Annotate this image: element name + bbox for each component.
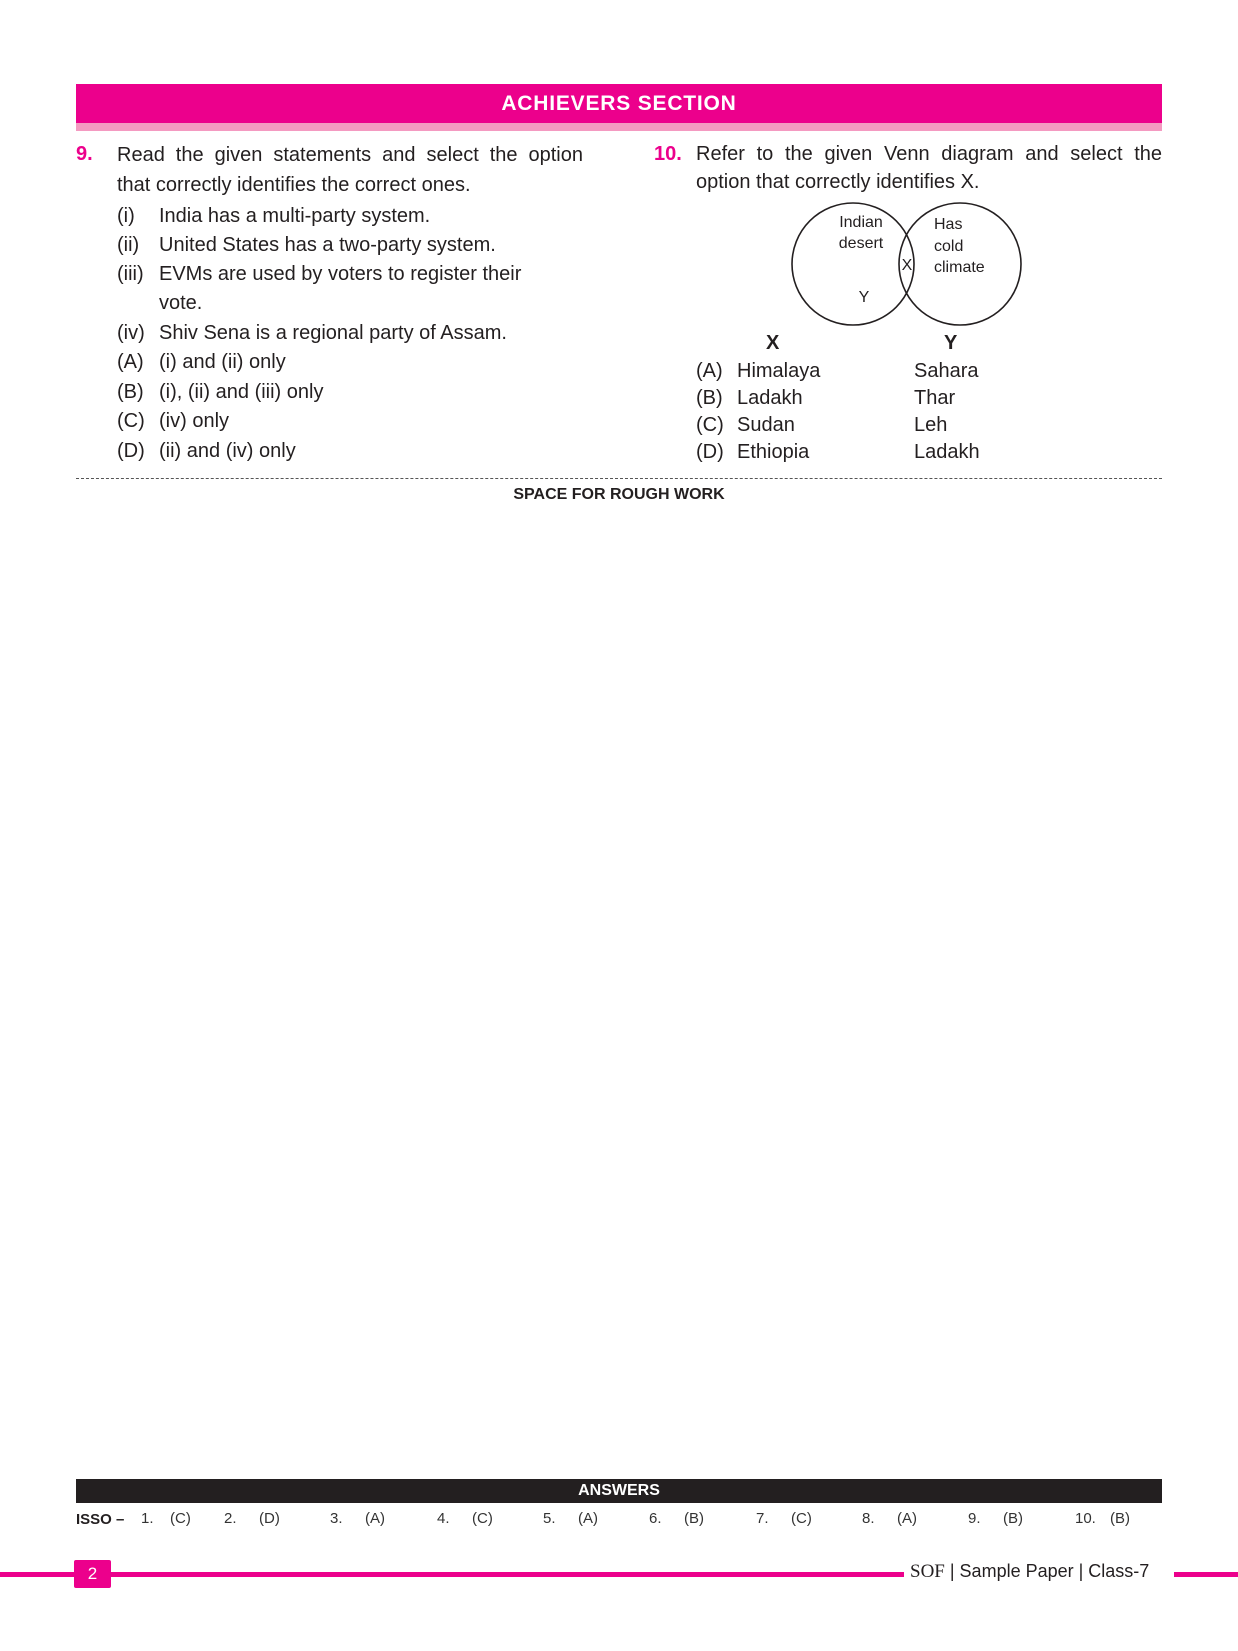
option-a — [696, 357, 979, 385]
option-label: (D) — [696, 441, 724, 463]
answers-prefix: ISSO – — [76, 1511, 125, 1528]
statement-iii-continued: vote. — [159, 292, 203, 314]
venn-left-label-2: desert — [838, 235, 884, 252]
statement-text: India has a multi-party system. — [159, 205, 431, 227]
statement-text: United States has a two-party system. — [159, 234, 496, 256]
rough-work-label: SPACE FOR ROUGH WORK — [513, 486, 725, 503]
statement-label: (iii) — [117, 263, 144, 285]
answer-value: (A) — [578, 1510, 598, 1527]
answer-number: 1. — [141, 1510, 154, 1527]
answer-number: 9. — [968, 1510, 981, 1527]
answer-value: (A) — [365, 1510, 385, 1527]
answer-value: (B) — [1110, 1510, 1130, 1527]
statement-iv — [117, 319, 507, 347]
option-y: Sahara — [914, 360, 979, 382]
option-label: (D) — [117, 440, 145, 462]
statement-text: Shiv Sena is a regional party of Assam. — [159, 322, 507, 344]
option-x: Himalaya — [737, 360, 821, 382]
option-label: (C) — [696, 414, 724, 436]
venn-right-label-1: Has — [934, 216, 963, 233]
venn-left-label-1: Indian — [839, 214, 883, 231]
question-text: Refer to the given Venn diagram and select the option that correctly identifies X. — [696, 143, 1162, 193]
option-y: Ladakh — [914, 441, 980, 463]
option-x: Sudan — [737, 414, 795, 436]
option-a — [117, 348, 286, 376]
answer-value: (B) — [684, 1510, 704, 1527]
statement-label: (ii) — [117, 234, 140, 256]
option-x: Ethiopia — [737, 441, 810, 463]
answer-number: 3. — [330, 1510, 343, 1527]
column-x-header: X — [766, 332, 780, 354]
option-text: (i) and (ii) only — [159, 351, 286, 373]
answer-number: 4. — [437, 1510, 450, 1527]
option-c — [117, 407, 229, 435]
venn-right-label-3: climate — [934, 259, 985, 276]
venn-right-label-2: cold — [934, 238, 964, 255]
answers-title: ANSWERS — [578, 1482, 660, 1499]
option-b — [696, 384, 955, 412]
answer-value: (B) — [1003, 1510, 1023, 1527]
statement-label: (iv) — [117, 322, 145, 344]
option-d — [696, 438, 980, 466]
answer-value: (C) — [170, 1510, 191, 1527]
option-label: (A) — [117, 351, 144, 373]
footer-caption — [910, 1561, 1149, 1583]
answer-number: 2. — [224, 1510, 237, 1527]
footer-rule-right — [1174, 1572, 1238, 1577]
option-label: (C) — [117, 410, 145, 432]
option-x: Ladakh — [737, 387, 803, 409]
option-y: Thar — [914, 387, 956, 409]
statement-iii — [117, 260, 521, 288]
statement-text: EVMs are used by voters to register their — [159, 263, 522, 285]
option-text: (iv) only — [159, 410, 230, 432]
answer-number: 8. — [862, 1510, 875, 1527]
answer-value: (C) — [791, 1510, 812, 1527]
option-label: (B) — [117, 381, 144, 403]
answer-value: (D) — [259, 1510, 280, 1527]
option-text: (i), (ii) and (iii) only — [159, 381, 324, 403]
statement-ii — [117, 231, 496, 259]
option-c — [696, 411, 947, 439]
page-number — [74, 1560, 111, 1588]
answers-header — [76, 1479, 1162, 1503]
answer-value: (C) — [472, 1510, 493, 1527]
venn-diagram — [790, 200, 1026, 332]
venn-intersection-label: X — [901, 257, 913, 274]
answer-value: (A) — [897, 1510, 917, 1527]
statement-label: (i) — [117, 205, 135, 227]
footer-rule-left — [0, 1572, 904, 1577]
answer-number: 7. — [756, 1510, 769, 1527]
option-y: Leh — [914, 414, 948, 436]
footer-caption-text: | Sample Paper | Class-7 — [949, 1561, 1150, 1581]
option-label: (B) — [696, 387, 723, 409]
option-text: (ii) and (iv) only — [159, 440, 296, 462]
question-number: 9. — [76, 143, 93, 165]
answer-number: 6. — [649, 1510, 662, 1527]
section-header-underline — [76, 123, 1162, 131]
column-y-header: Y — [944, 332, 958, 354]
sof-logo: SOF — [910, 1561, 945, 1582]
page-number-text: 2 — [87, 1564, 98, 1583]
option-b — [117, 378, 323, 406]
answers-row — [76, 1510, 124, 1530]
answer-number: 5. — [543, 1510, 556, 1527]
option-label: (A) — [696, 360, 723, 382]
rough-work-divider — [76, 478, 1162, 479]
question-text: Read the given statements and select the option that correctly identifies the correct ones. — [117, 144, 583, 196]
statement-i — [117, 202, 430, 230]
venn-left-only-label: Y — [858, 289, 870, 306]
section-header — [76, 84, 1162, 123]
question-number: 10. — [654, 143, 682, 165]
answer-number: 10. — [1075, 1510, 1096, 1527]
section-title: ACHIEVERS SECTION — [501, 91, 737, 115]
option-d — [117, 437, 296, 465]
